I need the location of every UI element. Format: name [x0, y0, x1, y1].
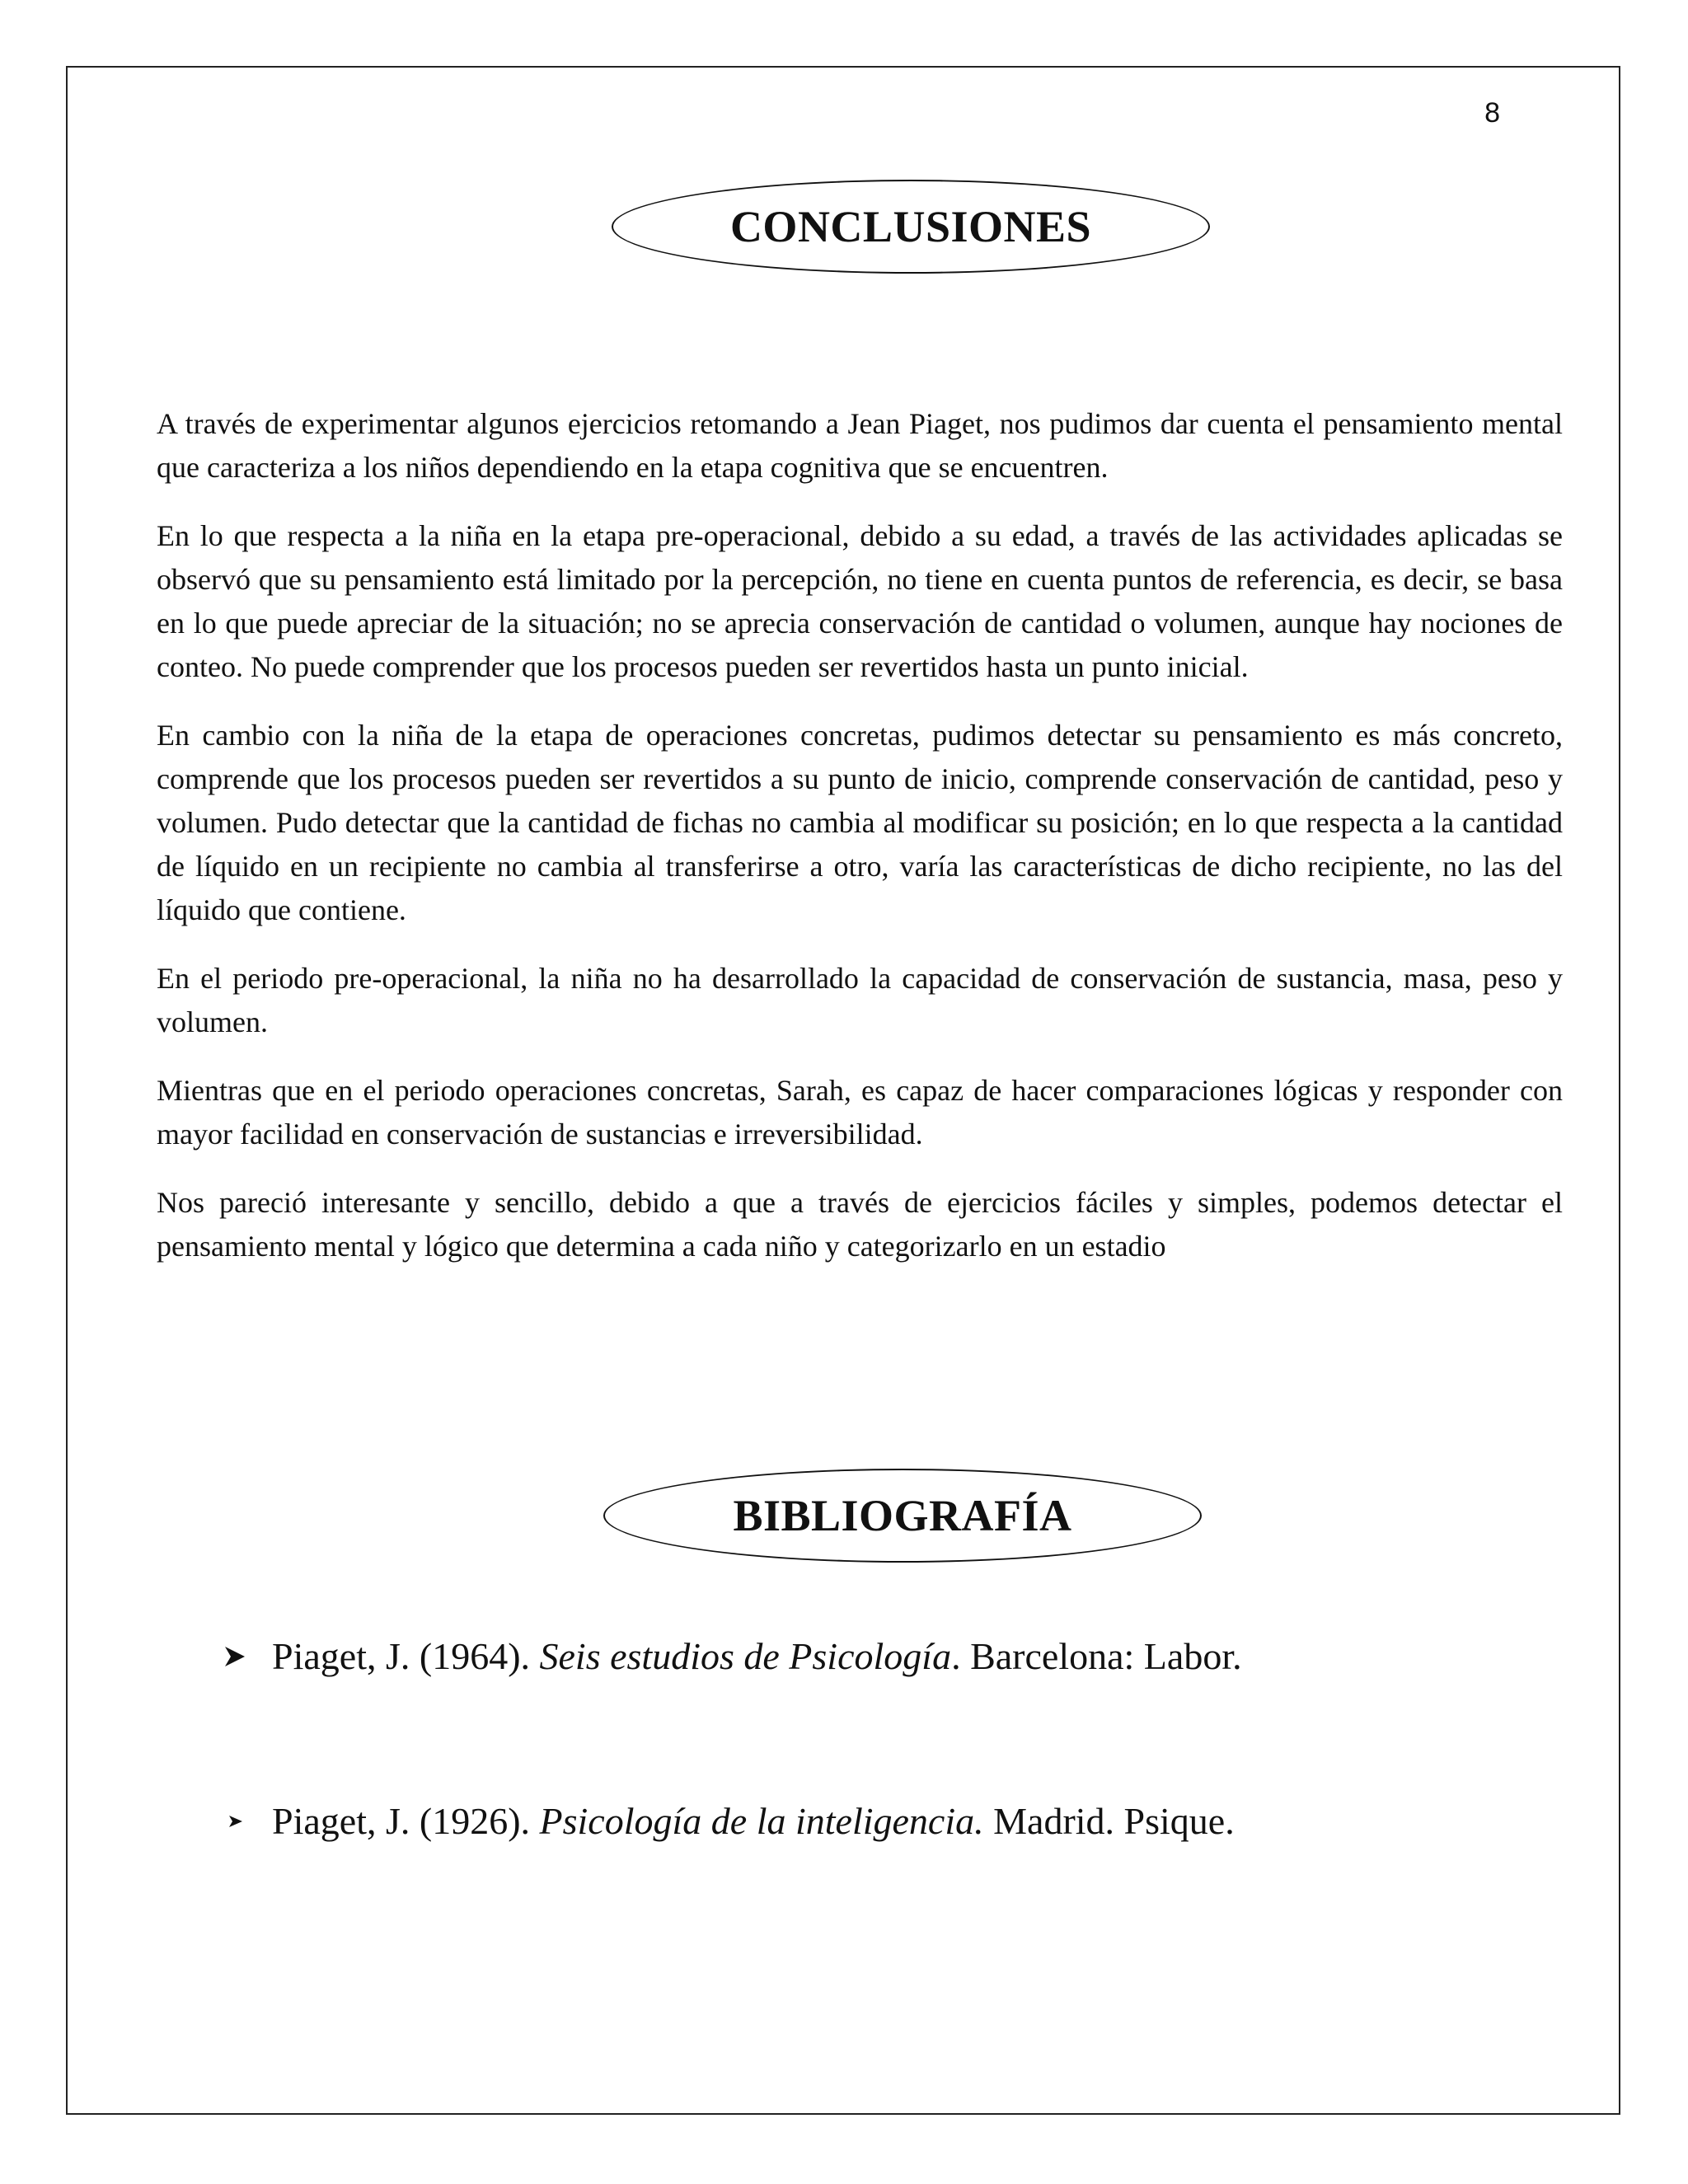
conclusions-body	[157, 402, 1563, 1293]
bibliography-heading-oval	[603, 1469, 1202, 1563]
conclusions-paragraph: A través de experimentar algunos ejercicios retomando a Jean Piaget, nos pudimos dar cuenta el pensamiento mental que caracteriza a los niños dependiendo en la etapa cognitiva que se encuentren.	[157, 407, 1563, 484]
bibliography-title: Seis estudios de Psicología	[539, 1635, 952, 1677]
arrowhead-bullet-icon	[223, 1809, 251, 1834]
page-number: 8	[1484, 97, 1500, 129]
conclusions-paragraph: En cambio con la niña de la etapa de operaciones concretas, pudimos detectar su pensamiento es más concreto, comprende que los procesos pueden ser revertidos a su punto de inicio, comprende conservación de cantidad, peso y volumen. Pudo detectar que la cantidad de fichas no cambia al modificar su posición; en lo que respecta a la cantidad de líquido en un recipiente no cambia al transferirse a otro, varía las características de dicho recipiente, no las del líquido que contiene.	[157, 719, 1563, 926]
conclusions-paragraph: Mientras que en el periodo operaciones concretas, Sarah, es capaz de hacer comparaciones lógicas y responder con mayor facilidad en conservación de sustancias e irreversibilidad.	[157, 1074, 1563, 1151]
bibliography-publisher: Madrid. Psique.	[983, 1800, 1235, 1842]
conclusions-paragraph: En el periodo pre-operacional, la niña no ha desarrollado la capacidad de conservación de sustancia, masa, peso y volumen.	[157, 962, 1563, 1038]
bibliography-heading: BIBLIOGRAFÍA	[733, 1491, 1072, 1540]
conclusions-heading-oval	[612, 180, 1210, 274]
bibliography-author-year: Piaget, J. (1964).	[272, 1635, 540, 1677]
bibliography-list	[223, 1632, 1459, 1846]
bibliography-entry	[223, 1797, 1459, 1846]
bibliography-publisher: . Barcelona: Labor.	[951, 1635, 1242, 1677]
bibliography-author-year: Piaget, J. (1926).	[272, 1800, 540, 1842]
bibliography-entry	[223, 1632, 1459, 1681]
conclusions-heading: CONCLUSIONES	[729, 202, 1092, 251]
conclusions-paragraph: En lo que respecta a la niña en la etapa pre-operacional, debido a su edad, a través de las actividades aplicadas se observó que su pensamiento está limitado por la percepción, no tiene en cuenta puntos de referencia, es decir, se basa en lo que puede apreciar de la situación; no se aprecia conservación de cantidad o volumen, aunque hay nociones de conteo. No puede comprender que los procesos pueden ser revertidos hasta un punto inicial.	[157, 519, 1563, 683]
bibliography-title: Psicología de la inteligencia.	[539, 1800, 984, 1842]
arrowhead-bullet-icon	[223, 1644, 251, 1669]
conclusions-paragraph: Nos pareció interesante y sencillo, debido a que a través de ejercicios fáciles y simples, podemos detectar el pensamiento mental y lógico que determina a cada niño y categorizarlo en un estadio	[157, 1186, 1563, 1263]
